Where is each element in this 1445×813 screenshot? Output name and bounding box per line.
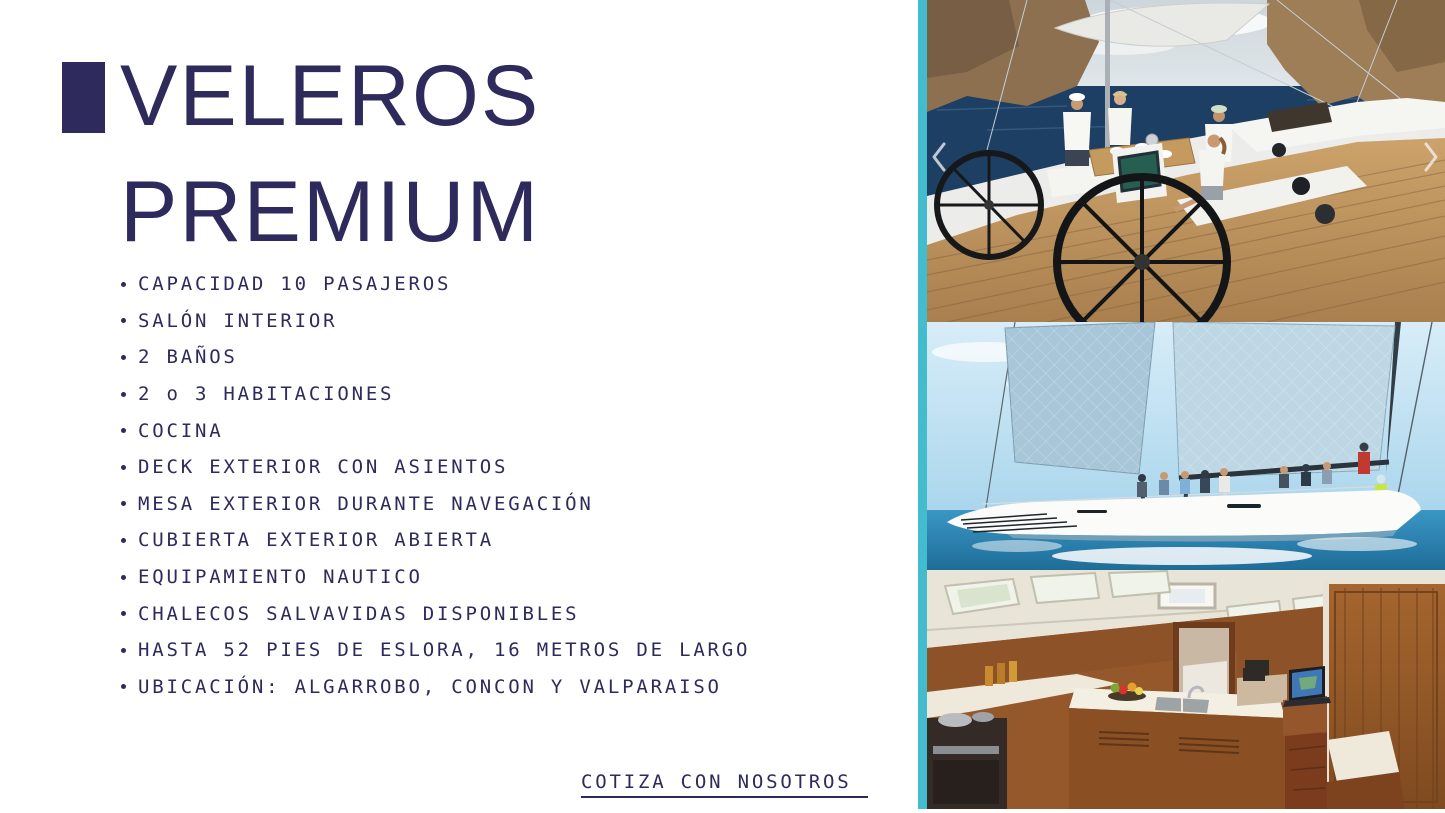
photo-sailboat-deck-dining xyxy=(927,0,1445,322)
feature-label: MESA EXTERIOR DURANTE NAVEGACIÓN xyxy=(138,492,594,515)
carousel-prev-button[interactable] xyxy=(928,140,950,174)
list-item xyxy=(121,412,750,449)
bullet-icon xyxy=(121,318,126,323)
feature-label: 2 BAÑOS xyxy=(138,346,238,369)
quote-link[interactable]: COTIZA CON NOSOTROS xyxy=(581,771,868,798)
teal-accent-strip xyxy=(918,0,927,809)
steering-wheel-rear xyxy=(937,153,1041,257)
feature-label: DECK EXTERIOR CON ASIENTOS xyxy=(138,456,509,479)
page-title xyxy=(120,38,540,270)
list-item xyxy=(121,376,750,413)
interior-illustration xyxy=(927,570,1445,809)
list-item xyxy=(121,303,750,340)
feature-label: CHALECOS SALVAVIDAS DISPONIBLES xyxy=(138,602,580,625)
list-item xyxy=(121,559,750,596)
list-item xyxy=(121,266,750,303)
list-item xyxy=(121,339,750,376)
feature-label: HASTA 52 PIES DE ESLORA, 16 METROS DE LARGO xyxy=(138,639,751,662)
list-item xyxy=(121,486,750,523)
page-title-line1: VELEROS xyxy=(120,48,541,144)
chevron-left-icon xyxy=(928,140,950,174)
bullet-icon xyxy=(121,538,126,543)
feature-label: COCINA xyxy=(138,419,224,442)
list-item xyxy=(121,669,750,706)
photo-stack xyxy=(927,0,1445,809)
bullet-icon xyxy=(121,282,126,287)
bullet-icon xyxy=(121,684,126,689)
photo-yacht-interior-galley xyxy=(927,570,1445,809)
feature-label: 2 o 3 HABITACIONES xyxy=(138,383,395,406)
photo-rail xyxy=(918,0,1445,813)
bullet-icon xyxy=(121,355,126,360)
feature-label: CUBIERTA EXTERIOR ABIERTA xyxy=(138,529,494,552)
list-item xyxy=(121,595,750,632)
bullet-icon xyxy=(121,465,126,470)
bullet-icon xyxy=(121,611,126,616)
list-item xyxy=(121,632,750,669)
feature-list xyxy=(121,266,750,705)
feature-label: EQUIPAMIENTO NAUTICO xyxy=(138,566,423,589)
sailing-illustration xyxy=(927,322,1445,570)
feature-label: UBICACIÓN: ALGARROBO, CONCON Y VALPARAISO xyxy=(138,675,722,698)
laptop xyxy=(1283,666,1331,707)
list-item xyxy=(121,522,750,559)
title-accent-rectangle xyxy=(62,62,105,133)
photo-sailboat-under-sail xyxy=(927,322,1445,570)
carousel-next-button[interactable] xyxy=(1420,140,1442,174)
genoa-sail xyxy=(1005,322,1155,474)
feature-label: CAPACIDAD 10 PASAJEROS xyxy=(138,273,452,296)
bullet-icon xyxy=(121,575,126,580)
feature-label: SALÓN INTERIOR xyxy=(138,309,338,332)
bullet-icon xyxy=(121,428,126,433)
bullet-icon xyxy=(121,501,126,506)
page-title-line2: PREMIUM xyxy=(120,164,541,260)
sailboat-deck-illustration xyxy=(927,0,1445,322)
list-item xyxy=(121,449,750,486)
bullet-icon xyxy=(121,392,126,397)
bullet-icon xyxy=(121,648,126,653)
chevron-right-icon xyxy=(1420,140,1442,174)
